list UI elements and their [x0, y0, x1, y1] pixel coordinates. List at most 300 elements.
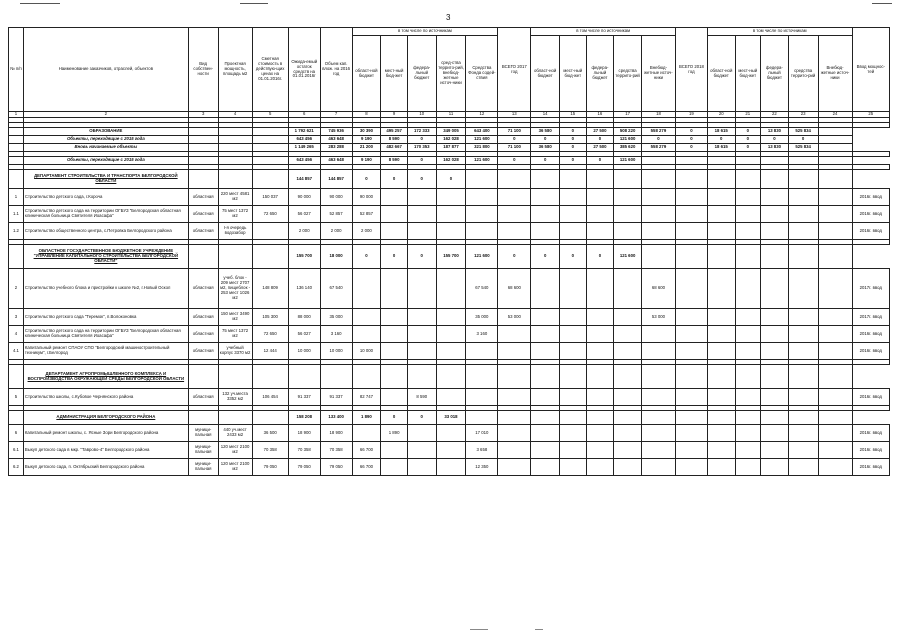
value-cell [735, 157, 761, 165]
value-cell [352, 326, 381, 343]
value-cell: 3 658 [466, 442, 498, 459]
commissioning-cell: 2016г. ввод [852, 223, 889, 240]
column-number: 8 [352, 112, 381, 118]
value-cell: 463 648 [320, 157, 352, 165]
value-cell [788, 245, 818, 269]
value-cell [381, 269, 408, 309]
value-cell: 162 028 [436, 136, 466, 144]
value-cell: 8 590 [381, 136, 408, 144]
value-cell: 0 [407, 170, 436, 189]
value-cell [707, 459, 735, 476]
value-cell [735, 411, 761, 425]
value-cell: 158 208 [288, 411, 320, 425]
value-cell: 67 540 [320, 269, 352, 309]
value-cell [707, 223, 735, 240]
value-cell: 162 028 [436, 157, 466, 165]
value-cell: 72 650 [252, 326, 288, 343]
value-cell: 2 000 [352, 223, 381, 240]
value-cell [188, 157, 218, 165]
value-cell [675, 459, 707, 476]
row-number [9, 157, 24, 165]
value-cell [436, 459, 466, 476]
value-cell: 120 мест 2100 м2 [218, 442, 252, 459]
object-name: Капитальный ремонт СПАОУ СПО "Белгородский машиностроительный техникум", г.Белгород [23, 343, 188, 360]
value-cell [560, 206, 587, 223]
value-cell [641, 442, 675, 459]
column-header: област-ной бюджет [707, 36, 735, 112]
value-cell [818, 459, 852, 476]
table-row [9, 269, 890, 309]
value-cell [761, 389, 789, 406]
value-cell [614, 189, 642, 206]
value-cell: 1 792 621 [288, 128, 320, 136]
value-cell [707, 425, 735, 442]
value-cell: 27 500 [586, 144, 614, 152]
value-cell: областная [188, 206, 218, 223]
value-cell: 170 353 [407, 144, 436, 152]
object-name: Выкуп детского сада, п. Октябрьский Белгородского района [23, 459, 188, 476]
value-cell [560, 389, 587, 406]
value-cell [761, 245, 789, 269]
value-cell: 70 358 [320, 442, 352, 459]
bottom-edge-mark [470, 629, 488, 630]
value-cell [586, 442, 614, 459]
value-cell: 283 288 [320, 144, 352, 152]
value-cell [641, 170, 675, 189]
value-cell [436, 269, 466, 309]
value-cell [614, 206, 642, 223]
section-title: ДЕПАРТАМЕНТ СТРОИТЕЛЬСТВА И ТРАНСПОРТА БЕЛГОРОДСКОЙ ОБЛАСТИ [23, 170, 188, 189]
value-cell [466, 170, 498, 189]
value-cell: 0 [761, 136, 789, 144]
value-cell [818, 442, 852, 459]
row-number [9, 136, 24, 144]
value-cell: 12 350 [466, 459, 498, 476]
value-cell: 0 [586, 245, 614, 269]
value-cell: 30 390 [352, 128, 381, 136]
row-number: 6.1 [9, 442, 24, 459]
column-number: 24 [818, 112, 852, 118]
value-cell: 27 500 [586, 128, 614, 136]
value-cell [735, 343, 761, 360]
value-cell [531, 206, 560, 223]
value-cell [735, 389, 761, 406]
value-cell: 172 333 [407, 128, 436, 136]
value-cell [641, 411, 675, 425]
column-number: 20 [707, 112, 735, 118]
table-row [9, 343, 890, 360]
value-cell [188, 144, 218, 152]
value-cell [818, 269, 852, 309]
value-cell [436, 442, 466, 459]
investment-table [8, 27, 890, 476]
value-cell: 71 100 [498, 144, 531, 152]
value-cell: 35 000 [466, 309, 498, 326]
value-cell: муници-пальная [188, 442, 218, 459]
value-cell [560, 326, 587, 343]
value-cell [641, 365, 675, 389]
object-name: Строительство учебного блока и пристройки к школе №2, г.Новый Оскол [23, 269, 188, 309]
value-cell: 120 мест 2100 м2 [218, 459, 252, 476]
value-cell [381, 206, 408, 223]
column-number: 15 [560, 112, 587, 118]
value-cell: 68 600 [641, 269, 675, 309]
row-number: 1 [9, 189, 24, 206]
column-number: 12 [466, 112, 498, 118]
value-cell [498, 223, 531, 240]
value-cell: 321 800 [466, 144, 498, 152]
value-cell [466, 343, 498, 360]
value-cell: областная [188, 309, 218, 326]
value-cell: областная [188, 389, 218, 406]
value-cell [761, 309, 789, 326]
value-cell [407, 309, 436, 326]
value-cell [466, 206, 498, 223]
empty-cell [852, 123, 889, 128]
column-number: 10 [407, 112, 436, 118]
value-cell: 70 358 [252, 442, 288, 459]
value-cell [218, 136, 252, 144]
value-cell: 79 050 [252, 459, 288, 476]
value-cell [818, 189, 852, 206]
value-cell [788, 442, 818, 459]
value-cell: 0 [560, 136, 587, 144]
value-cell: 0 [381, 411, 408, 425]
value-cell [381, 223, 408, 240]
value-cell [531, 389, 560, 406]
value-cell [614, 365, 642, 389]
column-number: 14 [531, 112, 560, 118]
value-cell [675, 309, 707, 326]
table-row [9, 442, 890, 459]
value-cell [614, 343, 642, 360]
value-cell [675, 245, 707, 269]
value-cell [252, 245, 288, 269]
value-cell [788, 309, 818, 326]
row-number: 6.2 [9, 459, 24, 476]
value-cell: 17 010 [466, 425, 498, 442]
value-cell: 105 300 [252, 309, 288, 326]
value-cell [735, 223, 761, 240]
value-cell: 0 [675, 128, 707, 136]
value-cell [252, 365, 288, 389]
value-cell: 121 600 [466, 136, 498, 144]
top-edge-mark [20, 3, 60, 4]
value-cell [407, 269, 436, 309]
value-cell [818, 206, 852, 223]
value-cell [560, 365, 587, 389]
value-cell: 121 600 [614, 157, 642, 165]
row-number: 1.2 [9, 223, 24, 240]
column-header: федера-льный бюджет [761, 36, 789, 112]
value-cell [288, 365, 320, 389]
value-cell [614, 269, 642, 309]
object-name: Строительство детского сада на территории ОГБУЗ "Белгородская областная клиническая больница Святителя Иоасафа" [23, 326, 188, 343]
row-number [9, 365, 24, 389]
value-cell [761, 442, 789, 459]
column-header: Внебюд-жетные источ-ники [818, 36, 852, 112]
value-cell [788, 411, 818, 425]
column-number: 23 [788, 112, 818, 118]
value-cell: 0 [498, 136, 531, 144]
value-cell: 0 [531, 157, 560, 165]
table-row [9, 157, 890, 165]
value-cell: 90 000 [288, 189, 320, 206]
value-cell [218, 365, 252, 389]
value-cell [252, 411, 288, 425]
value-cell [352, 269, 381, 309]
row-number [9, 128, 24, 136]
value-cell [352, 425, 381, 442]
value-cell: 82 747 [352, 389, 381, 406]
empty-cell [852, 406, 889, 411]
value-cell [466, 365, 498, 389]
table-row [9, 389, 890, 406]
value-cell: 0 [586, 136, 614, 144]
column-header: мест-ный бюд-жет [560, 36, 587, 112]
value-cell: 136 140 [288, 269, 320, 309]
value-cell [218, 128, 252, 136]
value-cell [788, 365, 818, 389]
group-header: в том числе по источникам [531, 28, 676, 36]
value-cell [252, 136, 288, 144]
value-cell [761, 425, 789, 442]
value-cell: 71 100 [498, 128, 531, 136]
table-row [9, 425, 890, 442]
value-cell [407, 343, 436, 360]
value-cell: областная [188, 223, 218, 240]
column-header: област-ной бюджет [531, 36, 560, 112]
value-cell [818, 128, 852, 136]
object-name: Строительство общественного центра, с.Петровка Белгородского района [23, 223, 188, 240]
value-cell [436, 365, 466, 389]
row-number [9, 144, 24, 152]
value-cell: 155 700 [288, 245, 320, 269]
value-cell [707, 411, 735, 425]
section-title: ДЕПАРТАМЕНТ АГРОПРОМЫШЛЕННОГО КОМПЛЕКСА И ВОСПРОИЗВОДСТВА ОКРУЖАЮЩЕЙ СРЕДЫ БЕЛГОРОДСКОЙ ОБЛАСТИ [23, 365, 188, 389]
value-cell: 10 000 [352, 343, 381, 360]
value-cell: 495 257 [381, 128, 408, 136]
value-cell [252, 144, 288, 152]
value-cell [761, 206, 789, 223]
value-cell [675, 223, 707, 240]
value-cell [788, 459, 818, 476]
value-cell [531, 189, 560, 206]
column-number: 5 [252, 112, 288, 118]
value-cell [675, 389, 707, 406]
value-cell [641, 223, 675, 240]
column-header: Наименование заказчиков, отраслей, объектов [23, 28, 188, 112]
value-cell [188, 136, 218, 144]
value-cell [531, 170, 560, 189]
value-cell [436, 343, 466, 360]
column-number: 4 [218, 112, 252, 118]
value-cell: 0 [498, 157, 531, 165]
column-header: ВСЕГО 2018 год [675, 28, 707, 112]
value-cell [788, 326, 818, 343]
value-cell: 18 000 [320, 245, 352, 269]
value-cell: 68 600 [498, 269, 531, 309]
value-cell [818, 389, 852, 406]
table-row [9, 365, 890, 389]
value-cell [252, 128, 288, 136]
column-number: 13 [498, 112, 531, 118]
top-edge-mark [240, 3, 268, 4]
value-cell [707, 269, 735, 309]
value-cell: 0 [352, 245, 381, 269]
table-row [9, 223, 890, 240]
column-number: 25 [852, 112, 889, 118]
column-number: 11 [436, 112, 466, 118]
value-cell [407, 206, 436, 223]
value-cell: 0 [641, 136, 675, 144]
column-number: 19 [675, 112, 707, 118]
value-cell: 66 700 [352, 442, 381, 459]
value-cell [735, 326, 761, 343]
value-cell [788, 170, 818, 189]
value-cell [761, 223, 789, 240]
row-label: Объекты, переходящие с 2015 года [23, 157, 188, 165]
value-cell [560, 459, 587, 476]
column-header: Вид собствен-ности [188, 28, 218, 112]
value-cell [586, 326, 614, 343]
value-cell [735, 206, 761, 223]
value-cell: 36 580 [531, 128, 560, 136]
value-cell [675, 365, 707, 389]
row-number: 6 [9, 425, 24, 442]
value-cell [531, 343, 560, 360]
value-cell: 66 700 [352, 459, 381, 476]
value-cell [761, 411, 789, 425]
value-cell [252, 223, 288, 240]
value-cell [381, 326, 408, 343]
value-cell [675, 206, 707, 223]
value-cell: 106 454 [252, 389, 288, 406]
value-cell: 121 600 [466, 245, 498, 269]
value-cell [761, 343, 789, 360]
value-cell [707, 343, 735, 360]
value-cell: 18 900 [320, 425, 352, 442]
value-cell: 1 890 [352, 411, 381, 425]
value-cell: 52 857 [320, 206, 352, 223]
value-cell: 0 [407, 157, 436, 165]
top-edge-mark [872, 3, 892, 4]
value-cell [381, 309, 408, 326]
value-cell [707, 170, 735, 189]
value-cell: 8 590 [407, 389, 436, 406]
object-name: Выкуп детского сада в мкр. "Таврово-4" Белгородского района [23, 442, 188, 459]
value-cell [352, 309, 381, 326]
value-cell [531, 411, 560, 425]
value-cell: 0 [407, 136, 436, 144]
row-number: 3 [9, 309, 24, 326]
value-cell: 70 358 [288, 442, 320, 459]
value-cell [218, 411, 252, 425]
value-cell: областная [188, 343, 218, 360]
value-cell [531, 459, 560, 476]
value-cell: 75 мест 1372 м2 [218, 206, 252, 223]
value-cell [675, 326, 707, 343]
column-header: Сметная стоимость в действую-щих ценах на 01.01.2016г. [252, 28, 288, 112]
value-cell: 13 830 [761, 144, 789, 152]
value-cell: 144 857 [288, 170, 320, 189]
value-cell [586, 459, 614, 476]
value-cell: 440 уч.мест 2433 м2 [218, 425, 252, 442]
value-cell [707, 189, 735, 206]
value-cell: 79 050 [320, 459, 352, 476]
value-cell [407, 326, 436, 343]
value-cell [252, 170, 288, 189]
value-cell: 0 [381, 170, 408, 189]
row-number: 4.1 [9, 343, 24, 360]
value-cell: 56 027 [288, 206, 320, 223]
commissioning-cell: 2016г. ввод [852, 389, 889, 406]
column-header: федера-льный бюджет [407, 36, 436, 112]
commissioning-cell: 2016г. ввод [852, 425, 889, 442]
value-cell [436, 189, 466, 206]
value-cell: 121 600 [614, 136, 642, 144]
value-cell: 0 [675, 136, 707, 144]
value-cell [436, 309, 466, 326]
commissioning-cell: 2016г. ввод [852, 326, 889, 343]
value-cell: 0 [407, 245, 436, 269]
value-cell: областная [188, 189, 218, 206]
value-cell: 220 мест 4581 м2 [218, 189, 252, 206]
value-cell [707, 245, 735, 269]
value-cell: 75 мест 1372 м2 [218, 326, 252, 343]
value-cell [586, 223, 614, 240]
value-cell [218, 157, 252, 165]
value-cell [707, 365, 735, 389]
value-cell [761, 365, 789, 389]
row-number: 4 [9, 326, 24, 343]
value-cell [735, 425, 761, 442]
value-cell [614, 425, 642, 442]
value-cell: 187 877 [436, 144, 466, 152]
value-cell [818, 170, 852, 189]
value-cell: 8 590 [381, 157, 408, 165]
value-cell [818, 411, 852, 425]
value-cell: 525 834 [788, 144, 818, 152]
value-cell [188, 365, 218, 389]
commissioning-cell: 2016г. ввод [852, 189, 889, 206]
value-cell: 144 857 [320, 170, 352, 189]
value-cell: 0 [352, 170, 381, 189]
value-cell: 9 190 [352, 157, 381, 165]
bottom-edge-mark [535, 629, 543, 630]
commissioning-cell: 2016г. ввод [852, 343, 889, 360]
value-cell: 90 000 [352, 189, 381, 206]
value-cell [675, 343, 707, 360]
value-cell [586, 365, 614, 389]
value-cell [436, 425, 466, 442]
value-cell [641, 189, 675, 206]
table-row [9, 309, 890, 326]
value-cell [614, 326, 642, 343]
value-cell [381, 189, 408, 206]
value-cell [586, 425, 614, 442]
row-number: 1.1 [9, 206, 24, 223]
value-cell: 18 900 [288, 425, 320, 442]
value-cell: 18 615 [707, 144, 735, 152]
value-cell [586, 269, 614, 309]
section-title: ОБЛАСТНОЕ ГОСУДАРСТВЕННОЕ БЮДЖЕТНОЕ УЧРЕЖДЕНИЕ "УПРАВЛЕНИЕ КАПИТАЛЬНОГО СТРОИТЕЛЬСТВА БЕЛГОРОДСКОЙ ОБЛАСТИ" [23, 245, 188, 269]
value-cell [641, 389, 675, 406]
value-cell: 0 [735, 128, 761, 136]
column-header: № п/п [9, 28, 24, 112]
commissioning-cell: 2017г. ввод [852, 269, 889, 309]
table-row [9, 170, 890, 189]
